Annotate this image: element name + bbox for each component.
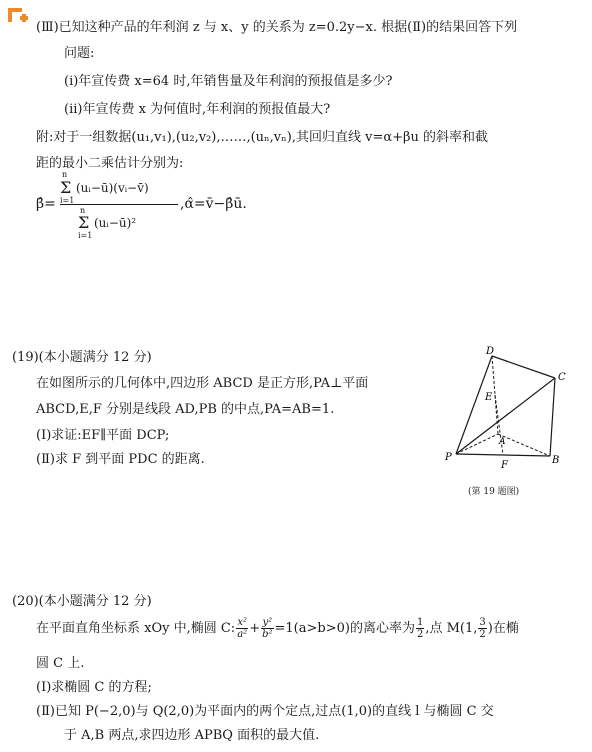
part3-line1: (Ⅲ)已知这种产品的年利润 z 与 x、y 的关系为 z=0.2y−x. 根据(Ⅱ)的结果回答下列 xyxy=(36,20,518,35)
label-B: B xyxy=(552,455,560,466)
label-P: P xyxy=(445,452,452,463)
q19-line2: ABCD,E,F 分别是线段 AD,PB 的中点,PA=AB=1. xyxy=(36,402,335,417)
label-C: C xyxy=(558,372,566,383)
part3-q2: (ⅱ)年宣传费 x 为何值时,年利润的预报值最大? xyxy=(64,102,331,117)
num-sigma-bottom: i=1 xyxy=(60,196,75,205)
appendix-line2: 距的最小二乘估计分别为: xyxy=(36,156,184,171)
beta-lhs: β̂= xyxy=(36,196,56,212)
e-den: 2 xyxy=(416,629,424,640)
edge-CB xyxy=(550,378,555,456)
q19-part1: (Ⅰ)求证:EF∥平面 DCP; xyxy=(36,428,170,443)
x2-over-a2 xyxy=(236,617,248,640)
label-A: A xyxy=(499,437,506,447)
label-E: E xyxy=(485,392,493,403)
edge-AB xyxy=(498,434,550,456)
x2: x² xyxy=(237,617,248,628)
q20-part1: (Ⅰ)求椭圆 C 的方程; xyxy=(36,680,152,695)
beta-fraction-bar xyxy=(60,204,178,205)
plus-sign: + xyxy=(249,621,261,636)
part3-q1: (ⅰ)年宣传费 x=64 时,年销售量及年利润的预报值是多少? xyxy=(64,74,393,89)
q19-geometry-figure xyxy=(440,340,590,490)
q19-header: (19)(本小题满分 12 分) xyxy=(12,350,152,365)
orange-corner-logo-icon xyxy=(6,6,30,30)
alpha-estimate: ,α̂=v̄−β̂ū. xyxy=(180,196,247,212)
den-sigma-bottom: i=1 xyxy=(78,231,93,240)
q19-figure-caption: (第 19 题图) xyxy=(468,487,520,497)
m-num: 3 xyxy=(479,617,486,628)
q19-line1: 在如图所示的几何体中,四边形 ABCD 是正方形,PA⊥平面 xyxy=(36,376,369,391)
appendix-line1: 附:对于一组数据(u₁,v₁),(u₂,v₂),……,(uₙ,vₙ),其回归直线 v=α+βu 的斜率和截 xyxy=(36,130,489,145)
a2: a² xyxy=(237,629,248,640)
q20-line1-b: =1(a>b>0)的离心率为 xyxy=(274,621,415,636)
edge-PC xyxy=(456,378,555,454)
m-den: 2 xyxy=(479,629,486,640)
den-sigma-top: n xyxy=(80,206,86,215)
y2: y² xyxy=(262,617,273,628)
q20-part2-line1: (Ⅱ)已知 P(−2,0)与 Q(2,0)为平面内的两个定点,过点(1,0)的直线 l 与椭圆 C 交 xyxy=(36,704,494,719)
q20-part2-line2: 于 A,B 两点,求四边形 APBQ 面积的最大值. xyxy=(64,728,320,743)
label-F: F xyxy=(501,460,508,471)
num-sigma: Σ xyxy=(60,178,72,197)
q19-part2: (Ⅱ)求 F 到平面 PDC 的距离. xyxy=(36,452,205,467)
q20-line1-d: )在椭 xyxy=(487,621,519,636)
e-num: 1 xyxy=(416,617,424,628)
num-expr: (uᵢ−ū)(vᵢ−v̄) xyxy=(76,181,149,195)
q20-line2: 圆 C 上. xyxy=(36,656,85,671)
num-sigma-top: n xyxy=(62,170,68,179)
part3-line2: 问题: xyxy=(64,46,95,61)
den-sigma: Σ xyxy=(78,213,90,232)
eccentricity-fraction xyxy=(416,617,424,640)
y2-over-b2 xyxy=(261,617,273,640)
q20-line1-a: 在平面直角坐标系 xOy 中,椭圆 C: xyxy=(36,621,236,636)
edge-PD xyxy=(456,356,492,454)
b2: b² xyxy=(262,629,273,640)
m-y-fraction xyxy=(478,617,486,640)
q20-line1-c: ,点 M(1, xyxy=(425,621,478,636)
den-expr: (uᵢ−ū)² xyxy=(94,216,137,230)
edge-DC xyxy=(492,356,555,378)
label-D: D xyxy=(486,346,495,357)
q20-header: (20)(本小题满分 12 分) xyxy=(12,594,152,609)
q20-line1 xyxy=(36,614,519,644)
